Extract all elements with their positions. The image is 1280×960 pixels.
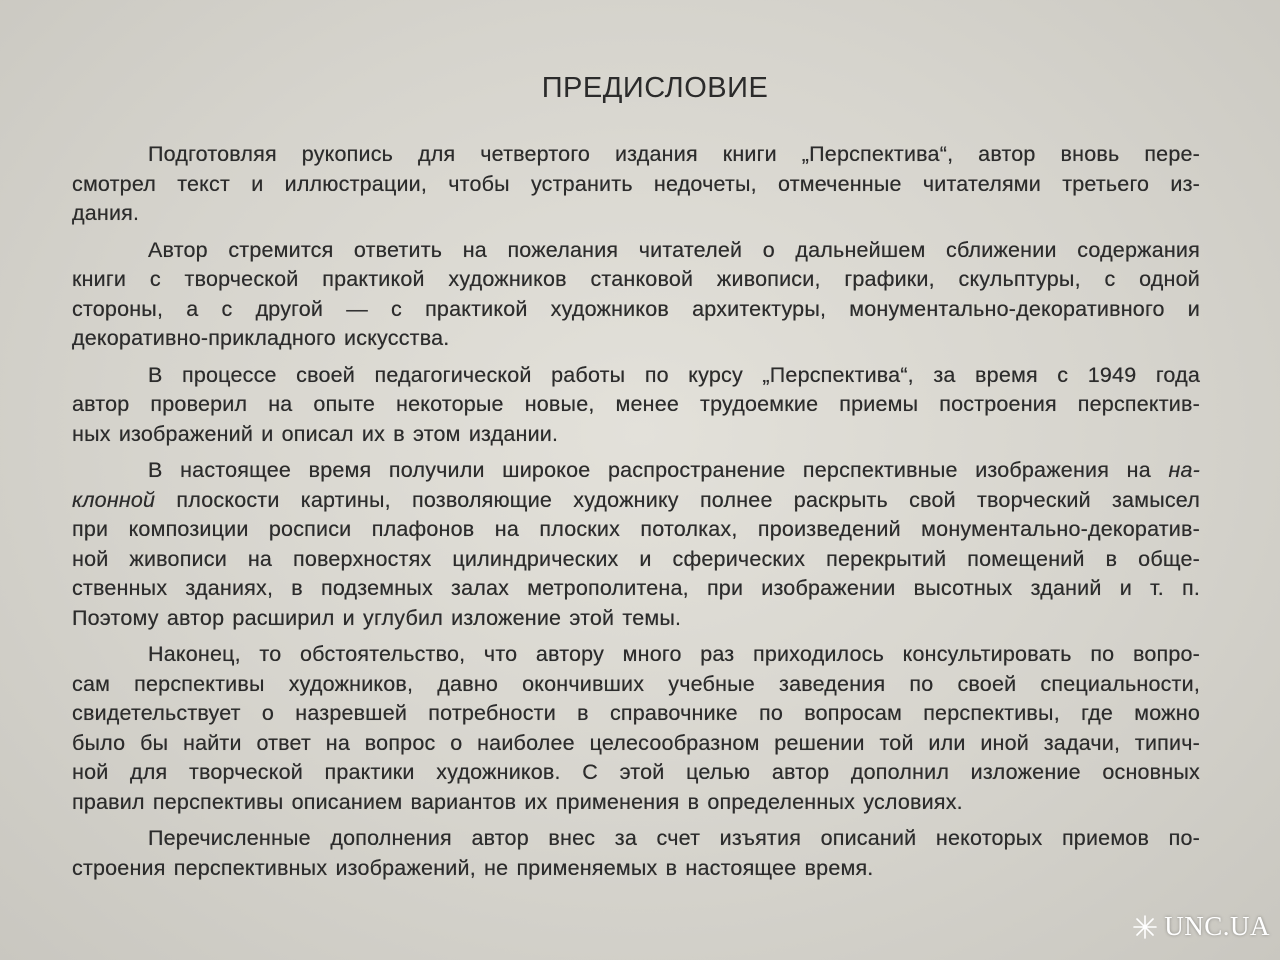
text-run: В настоящее время получили широкое распространение перспективные изображения на xyxy=(148,458,1169,482)
paragraph-6 xyxy=(72,824,1200,883)
text-line xyxy=(72,456,1200,486)
text-line: сам перспективы художников, давно окончивших учебные заведения по своей специальности, xyxy=(72,671,1200,696)
paragraph-4 xyxy=(72,456,1200,633)
text-line: ных изображений и описал их в этом издании. xyxy=(72,421,559,446)
text-line: книги с творческой практикой художников станковой живописи, графики, скульптуры, с одной xyxy=(72,267,1200,291)
text-line: Поэтому автор расширил и углубил изложение этой темы. xyxy=(72,605,682,630)
text-run: плоскости картины, позволяющие художнику полнее раскрыть свой творческий замысел xyxy=(155,487,1200,512)
paragraph-5 xyxy=(72,640,1200,817)
body-text xyxy=(72,140,1200,890)
paragraph-2 xyxy=(72,236,1200,354)
text-line: при композиции росписи плафонов на плоских потолках, произведений монументально-декоратив- xyxy=(72,517,1200,541)
text-line: ной для творческой практики художников. С этой целью автор дополнил изложение основных xyxy=(72,760,1200,784)
text-line: Подготовляя рукопись для четвертого издания книги „Перспектива“, автор вновь пере- xyxy=(148,142,1200,166)
text-line xyxy=(72,486,1200,516)
text-line: ственных зданиях, в подземных залах метрополитена, при изображении высотных зданий и т. п. xyxy=(72,576,1200,600)
text-line: Автор стремится ответить на пожелания читателей о дальнейшем сближении содержания xyxy=(148,237,1200,262)
italic-run: на- xyxy=(1168,458,1200,482)
watermark-text: UNC.UA xyxy=(1164,911,1270,941)
text-line: дания. xyxy=(72,201,140,225)
text-line: стороны, а с другой — с практикой художников архитектуры, монументально-декоративного и xyxy=(72,296,1200,321)
page-title: ПРЕДИСЛОВИЕ xyxy=(541,72,769,104)
text-line: правил перспективы описанием вариантов их применения в определенных условиях. xyxy=(72,789,963,814)
text-line: декоративно-прикладного искусства. xyxy=(72,326,450,350)
paragraph-3 xyxy=(72,361,1200,450)
snowflake-sparkle-icon xyxy=(1132,914,1158,940)
italic-run: клонной xyxy=(72,487,156,512)
text-line: автор проверил на опыте некоторые новые, менее трудоемкие приемы построения перспектив- xyxy=(72,392,1200,416)
text-line: было бы найти ответ на вопрос о наиболее целесообразном решении той или иной задачи, типич- xyxy=(72,730,1200,755)
paragraph-1 xyxy=(72,140,1200,229)
watermark xyxy=(1132,911,1270,942)
text-line: свидетельствует о назревшей потребности в справочнике по вопросам перспективы, где можно xyxy=(72,701,1200,725)
text-line: В процессе своей педагогической работы по курсу „Перспектива“, за время с 1949 года xyxy=(148,362,1200,387)
text-line: Наконец, то обстоятельство, что автору много раз приходилось консультировать по вопро- xyxy=(148,642,1200,666)
text-line: строения перспективных изображений, не применяемых в настоящее время. xyxy=(72,855,874,880)
text-line: Перечисленные дополнения автор внес за счет изъятия описаний некоторых приемов по- xyxy=(148,826,1200,850)
text-line: ной живописи на поверхностях цилиндрических и сферических перекрытий помещений в обще- xyxy=(72,546,1200,571)
text-line: смотрел текст и иллюстрации, чтобы устранить недочеты, отмеченные читателями третьего из- xyxy=(72,171,1200,196)
